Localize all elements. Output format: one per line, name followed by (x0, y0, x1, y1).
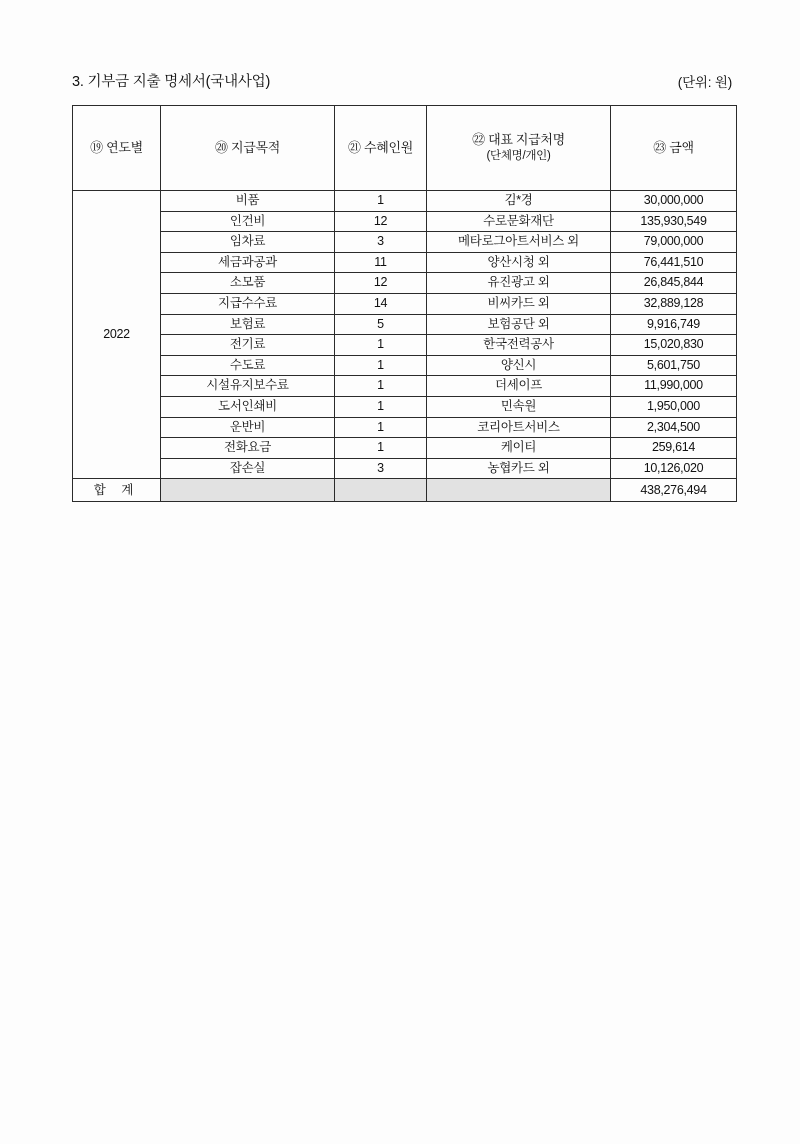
header-year: ⑲ 연도별 (73, 106, 161, 191)
header-payee (427, 106, 611, 191)
cell-payee: 보험공단 외 (427, 314, 611, 335)
cell-purpose: 수도료 (161, 355, 335, 376)
total-payee-blank (427, 479, 611, 502)
cell-payee: 민속원 (427, 396, 611, 417)
table-body (73, 191, 737, 502)
cell-purpose: 보험료 (161, 314, 335, 335)
cell-beneficiaries: 14 (335, 293, 427, 314)
donation-expense-table (72, 105, 737, 502)
cell-purpose: 전화요금 (161, 438, 335, 459)
cell-payee: 메타로그아트서비스 외 (427, 232, 611, 253)
cell-beneficiaries: 3 (335, 458, 427, 479)
cell-amount: 135,930,549 (611, 211, 737, 232)
table-row (73, 417, 737, 438)
cell-amount: 15,020,830 (611, 335, 737, 356)
cell-amount: 5,601,750 (611, 355, 737, 376)
cell-amount: 79,000,000 (611, 232, 737, 253)
cell-purpose: 소모품 (161, 273, 335, 294)
cell-amount: 32,889,128 (611, 293, 737, 314)
table-row (73, 438, 737, 459)
cell-payee: 김*경 (427, 191, 611, 212)
cell-beneficiaries: 3 (335, 232, 427, 253)
table-header (73, 106, 737, 191)
cell-payee: 케이티 (427, 438, 611, 459)
page-title: 3. 기부금 지출 명세서(국내사업) (72, 74, 271, 90)
table-row (73, 396, 737, 417)
header-purpose: ⑳ 지급목적 (161, 106, 335, 191)
cell-payee: 양신시 (427, 355, 611, 376)
cell-payee: 유진광고 외 (427, 273, 611, 294)
cell-purpose: 임차료 (161, 232, 335, 253)
table-row (73, 211, 737, 232)
cell-purpose: 시설유지보수료 (161, 376, 335, 397)
table-total-row (73, 479, 737, 502)
cell-beneficiaries: 1 (335, 396, 427, 417)
cell-amount: 30,000,000 (611, 191, 737, 212)
cell-beneficiaries: 5 (335, 314, 427, 335)
cell-beneficiaries: 12 (335, 211, 427, 232)
cell-amount: 10,126,020 (611, 458, 737, 479)
cell-amount: 259,614 (611, 438, 737, 459)
cell-amount: 26,845,844 (611, 273, 737, 294)
total-beneficiaries-blank (335, 479, 427, 502)
cell-purpose: 전기료 (161, 335, 335, 356)
cell-beneficiaries: 1 (335, 376, 427, 397)
total-amount: 438,276,494 (611, 479, 737, 502)
table-header-row (73, 106, 737, 191)
cell-amount: 11,990,000 (611, 376, 737, 397)
cell-beneficiaries: 12 (335, 273, 427, 294)
cell-payee: 코리아트서비스 (427, 417, 611, 438)
cell-beneficiaries: 11 (335, 252, 427, 273)
cell-beneficiaries: 1 (335, 191, 427, 212)
cell-payee: 양산시청 외 (427, 252, 611, 273)
table-row (73, 314, 737, 335)
year-cell: 2022 (73, 191, 161, 479)
table-row (73, 458, 737, 479)
header-payee-main: ㉒ 대표 지급처명 (472, 132, 565, 148)
cell-amount: 2,304,500 (611, 417, 737, 438)
unit-note: (단위: 원) (677, 75, 732, 90)
cell-payee: 농협카드 외 (427, 458, 611, 479)
report-sheet (72, 70, 736, 502)
cell-amount: 9,916,749 (611, 314, 737, 335)
cell-payee: 비씨카드 외 (427, 293, 611, 314)
header-amount: ㉓ 금액 (611, 106, 737, 191)
cell-purpose: 잡손실 (161, 458, 335, 479)
cell-payee: 수로문화재단 (427, 211, 611, 232)
table-row (73, 252, 737, 273)
cell-payee: 한국전력공사 (427, 335, 611, 356)
table-row (73, 335, 737, 356)
table-row (73, 293, 737, 314)
total-purpose-blank (161, 479, 335, 502)
cell-purpose: 세금과공과 (161, 252, 335, 273)
cell-beneficiaries: 1 (335, 335, 427, 356)
cell-purpose: 운반비 (161, 417, 335, 438)
cell-amount: 76,441,510 (611, 252, 737, 273)
cell-purpose: 지급수수료 (161, 293, 335, 314)
total-label: 합 계 (73, 479, 161, 502)
cell-purpose: 도서인쇄비 (161, 396, 335, 417)
cell-beneficiaries: 1 (335, 438, 427, 459)
header-beneficiaries: ㉑ 수혜인원 (335, 106, 427, 191)
table-row (73, 191, 737, 212)
cell-purpose: 비품 (161, 191, 335, 212)
title-row (72, 70, 736, 91)
table-row (73, 273, 737, 294)
cell-amount: 1,950,000 (611, 396, 737, 417)
cell-beneficiaries: 1 (335, 355, 427, 376)
cell-payee: 더세이프 (427, 376, 611, 397)
header-payee-sub: (단체명/개인) (486, 150, 551, 163)
table-row (73, 355, 737, 376)
cell-beneficiaries: 1 (335, 417, 427, 438)
table-row (73, 376, 737, 397)
cell-purpose: 인건비 (161, 211, 335, 232)
table-row (73, 232, 737, 253)
